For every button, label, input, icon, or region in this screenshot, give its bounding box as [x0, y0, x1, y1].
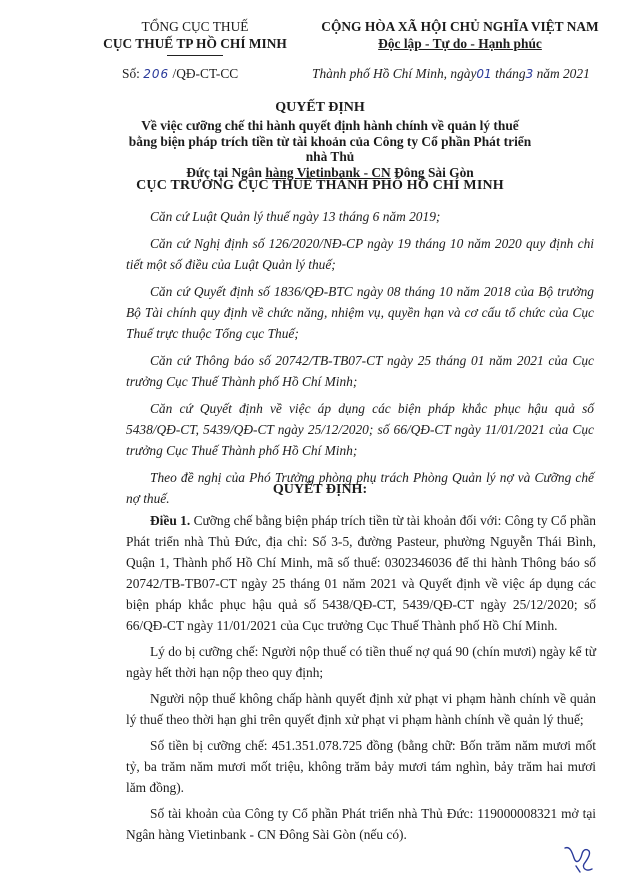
place-and-date [312, 66, 590, 82]
parent-agency-name: TỔNG CỤC THUẾ [141, 19, 249, 34]
document-number-handwritten: 206 [143, 67, 170, 81]
subject-line-2: bằng biện pháp trích tiền từ tài khoản của Công ty Cổ phần Phát triển nhà Thủ [128, 133, 532, 164]
non-compliance-paragraph: Người nộp thuế không chấp hành quyết định xử phạt vi phạm hành chính về quản lý thuế theo thời hạn ghi trên quyết định xử phạt vi phạm hành chính về quản lý thuế; [126, 691, 596, 727]
legal-bases [126, 206, 594, 515]
bank-account-paragraph: Số tài khoản của Công ty Cổ phần Phát triển nhà Thủ Đức: 119000008321 mở tại Ngân hàng Vietinbank - CN Đông Sài Gòn (nếu có). [126, 806, 596, 842]
article-1-label: Điều 1. [150, 513, 191, 528]
issuing-agency-block [98, 18, 292, 56]
legal-basis-item: Căn cứ Luật Quản lý thuế ngày 13 tháng 6 năm 2019; [150, 209, 441, 224]
document-number [122, 66, 238, 82]
subject-line-1: Về việc cưỡng chế thi hành quyết định hành chính về quản lý thuế [141, 118, 519, 133]
document-number-prefix: Số: [122, 66, 140, 81]
document-subject [120, 118, 540, 180]
decision-body [126, 510, 596, 850]
legal-basis-item: Theo đề nghị của Phó Trưởng phòng phụ trách Phòng Quản lý nợ và Cưỡng chế nợ thuế. [126, 470, 594, 506]
agency-underline [167, 55, 223, 56]
place-date-prefix: Thành phố Hồ Chí Minh, ngày [312, 66, 477, 81]
article-1-text: Cưỡng chế bằng biện pháp trích tiền từ tài khoản đối với: Công ty Cổ phần Phát triển nhà Thủ Đức, địa chỉ: Số 3-5, đường Pasteur, phường Nguyễn Thái Bình, Quận 1, Thành phố Hồ Chí Minh, mã số thuế: 0302346036 để thi hành Thông báo số 20742/TB-TB07-CT ngày 25 tháng 01 năm 2021 và Quyết định về việc áp dụng các biện pháp khắc phục hậu quả số 5438/QĐ-CT, 5439/QĐ-CT ngày 25/12/2020; số 66/QĐ-CT ngày 11/01/2021 của Cục trưởng Cục Thuế Thành phố Hồ Chí Minh. [126, 513, 596, 633]
month-word: tháng [495, 66, 526, 81]
legal-basis-item: Căn cứ Quyết định số 1836/QĐ-BTC ngày 08 tháng 10 năm 2018 của Bộ trưởng Bộ Tài chính quy định về chức năng, nhiệm vụ, quyền hạn và cơ cấu tổ chức của Cục Thuế trực thuộc Tổng cục Thuế; [126, 284, 594, 341]
year-text: năm 2021 [536, 66, 590, 81]
handwritten-initials [562, 842, 602, 876]
reason-paragraph: Lý do bị cưỡng chế: Người nộp thuế có tiền thuế nợ quá 90 (chín mươi) ngày kể từ ngày hết thời hạn nộp theo quy định; [126, 644, 596, 680]
subject-line-3-prefix: Đức tại Ngân [186, 164, 266, 180]
decision-heading: QUYẾT ĐỊNH: [272, 482, 368, 497]
national-header-block [300, 18, 620, 52]
month-handwritten: 3 [525, 67, 534, 81]
legal-basis-item: Căn cứ Quyết định về việc áp dụng các biện pháp khắc phục hậu quả số 5438/QĐ-CT, 5439/QĐ-CT ngày 25/12/2020; số 66/QĐ-CT ngày 11/01/2021 của Cục trưởng Cục Thuế Thành phố Hồ Chí Minh; [126, 401, 594, 458]
subject-bank-name: hàng Vietinbank - CN [265, 164, 391, 180]
document-number-suffix: /QĐ-CT-CC [172, 66, 239, 81]
nation-name: CỘNG HÒA XÃ HỘI CHỦ NGHĨA VIỆT NAM [321, 19, 599, 34]
document-title: QUYẾT ĐỊNH [275, 100, 365, 115]
article-1 [126, 510, 596, 636]
national-motto: Độc lập - Tự do - Hạnh phúc [378, 36, 542, 51]
amount-paragraph: Số tiền bị cưỡng chế: 451.351.078.725 đồng (bằng chữ: Bốn trăm năm mươi mốt tỷ, ba trăm năm mươi mốt triệu, không trăm bảy mươi tám nghìn, bảy trăm hai mươi lăm đồng). [126, 738, 596, 795]
day-handwritten: 01 [476, 67, 492, 81]
agency-name: CỤC THUẾ TP HỒ CHÍ MINH [103, 36, 287, 51]
subject-line-3-suffix: Đông Sài Gòn [390, 164, 474, 180]
legal-basis-item: Căn cứ Thông báo số 20742/TB-TB07-CT ngày 25 tháng 01 năm 2021 của Cục trưởng Cục Thuế Thành phố Hồ Chí Minh; [126, 353, 594, 389]
legal-basis-item: Căn cứ Nghị định số 126/2020/NĐ-CP ngày 19 tháng 10 năm 2020 quy định chi tiết một số điều của Luật Quản lý thuế; [126, 236, 594, 272]
issuing-authority: CỤC TRƯỞNG CỤC THUẾ THÀNH PHỐ HỒ CHÍ MINH [136, 178, 504, 193]
